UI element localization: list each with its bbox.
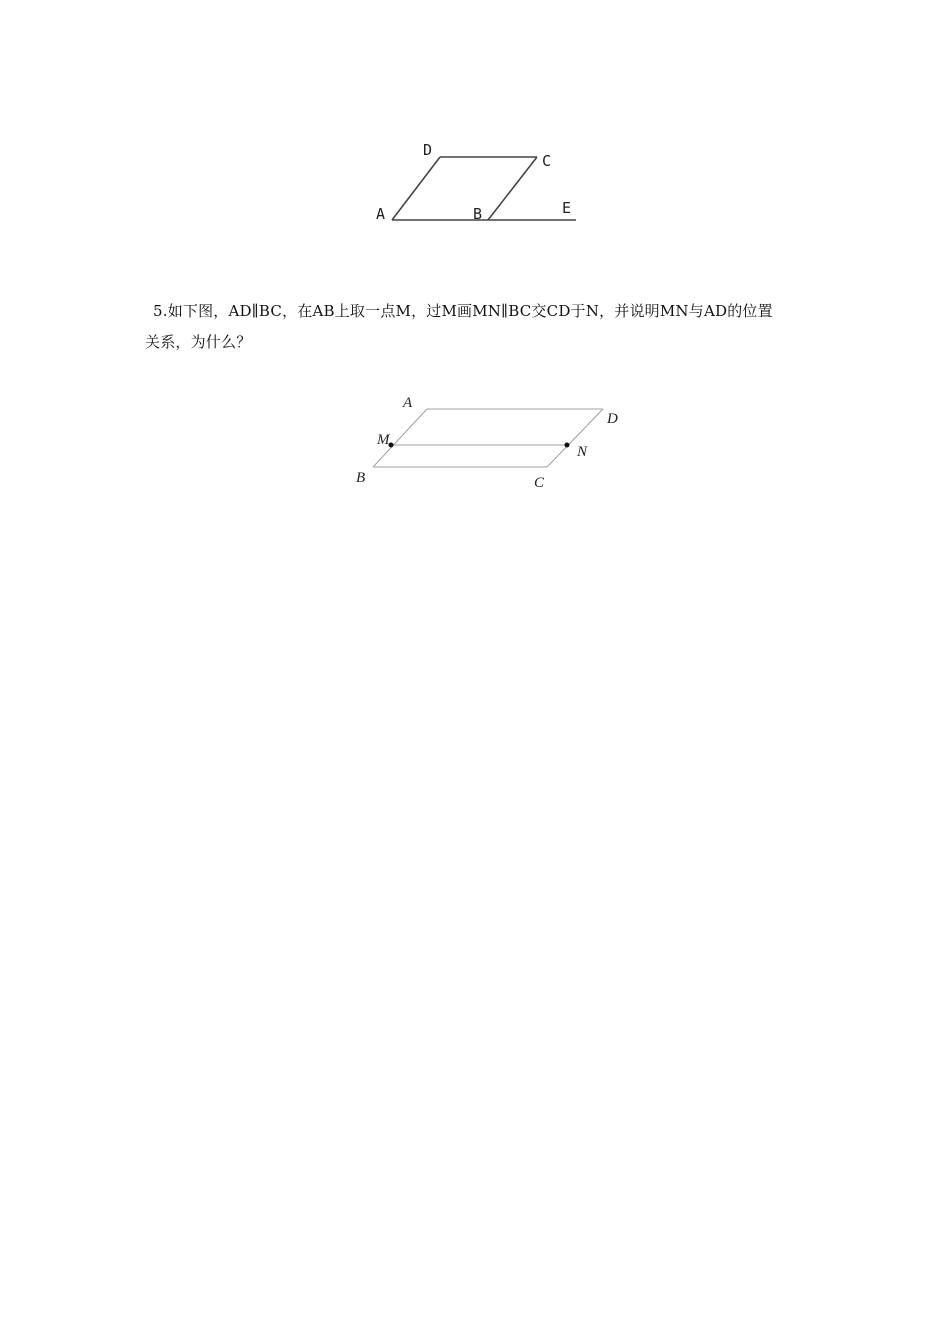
- label-N: N: [577, 444, 588, 460]
- label-D: D: [607, 411, 618, 427]
- parallelogram-figure-1: [360, 130, 600, 240]
- label-C: C: [534, 475, 545, 491]
- label-E: E: [562, 199, 572, 217]
- label-A: A: [376, 205, 386, 223]
- label-B: B: [356, 470, 366, 486]
- label-D: D: [423, 141, 433, 159]
- label-C: C: [542, 152, 552, 170]
- question-5-line-2: 关系，为什么？: [145, 333, 252, 351]
- point-N: [565, 443, 570, 448]
- question-5: [145, 296, 815, 358]
- segment-CB: [488, 157, 537, 220]
- label-B: B: [473, 205, 483, 223]
- parallelogram-figure-2: [340, 385, 640, 500]
- label-A: A: [403, 395, 413, 411]
- label-M: M: [377, 432, 390, 448]
- segment-DC: [547, 409, 603, 467]
- segment-AD: [392, 157, 440, 220]
- question-5-line-1: 5.如下图，AD∥BC，在AB上取一点M，过M画MN∥BC交CD于N，并说明MN与AD的位置: [153, 302, 773, 320]
